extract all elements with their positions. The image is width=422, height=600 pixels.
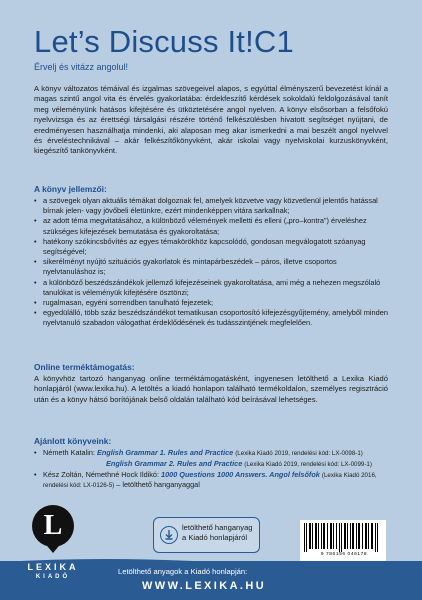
book-author: Németh Katalin: bbox=[43, 448, 95, 457]
list-item bbox=[34, 448, 394, 459]
footer-url-link[interactable]: WWW.LEXIKA.HU bbox=[142, 580, 267, 592]
list-item bbox=[34, 470, 394, 492]
book-title bbox=[34, 24, 294, 60]
barcode-number: 9 786156 046178 bbox=[320, 552, 368, 557]
features-list bbox=[34, 196, 388, 329]
recommended-list bbox=[34, 448, 394, 491]
list-item: • rugalmasan, egyéni sorrendben tanulható fejezetek; bbox=[34, 298, 388, 308]
title-main: Let’s Discuss It! bbox=[34, 24, 254, 59]
download-badge-line2: a Kiadó honlapjáról bbox=[182, 533, 248, 542]
list-item: • a szövegek olyan aktuális témákat dolgoznak fel, amelyek közvetve vagy közvetlenül jelentős hatással bírnak jelen- vagy jövőbeli életünkre, ezért mindenképpen vitára sarkallnak; bbox=[34, 196, 388, 216]
online-heading: Online terméktámogatás: bbox=[34, 362, 135, 372]
book-title-link: English Grammar 2. Rules and Practice bbox=[106, 458, 243, 468]
online-paragraph: A könyvhöz tartozó hanganyag online terméktámogatásként, ingyenesen letölthető a Lexika Kiadó honlapjáról (www.lexika.hu). A letöltés a kiadó honlapon található termékoldalon, személyes regisztráció után és a könyv hátsó borítójának belső oldalán található kód beírásával lehetséges. bbox=[34, 374, 388, 404]
title-level: C1 bbox=[253, 24, 294, 59]
download-icon bbox=[160, 526, 178, 544]
list-item: • a különböző beszédszándékok jellemző kifejezéseinek gyakoroltatása, ami még a nehezen megszólaló tanulókat is véleményük kifejtésére ösztönzi; bbox=[34, 278, 388, 298]
recommended-heading: Ajánlott könyveink: bbox=[34, 436, 112, 446]
features-heading: A könyv jellemzői: bbox=[34, 184, 107, 194]
barcode-bars bbox=[300, 520, 386, 552]
logo-sub: KIADÓ bbox=[35, 574, 71, 580]
logo-name: LEXIKA bbox=[27, 562, 79, 572]
logo-letter: L bbox=[43, 510, 63, 541]
list-item: • hatékony szókincsbővítés az egyes témakörökhöz kapcsolódó, gondosan megválogatott szóanyag segítségével; bbox=[34, 237, 388, 257]
book-title-link: 1000 Questions 1000 Answers. Angol felsőfok bbox=[161, 469, 320, 479]
intro-paragraph: A könyv változatos témáival és izgalmas szövegeivel alapos, s egyúttal élményszerű bevezetést kínál a magas szintű angol vita és érvelés gyakorlatába: érdekfeszítő kérdések sokoldalú feldolgozásával tanít meg véleményünk hatásos kifejtésére és ütköztetésére angol nyelven. A könyv elsősorban a felsőfokú nyelvvizsga és az érettségi társalgási részére történő felkészülésben hivatott segítséget nyújtani, de eredményesen használhatja mindenki, aki alaposan meg akar ismerkedni a mai beszélt angol nyelvvel és érveléstechnikával – akár felkészítőkönyvként, akár iskolai vagy nyelviskolai kurzuskönyvként, kiegészítő tankönyvként. bbox=[34, 84, 388, 156]
list-item: • egyedülálló, több száz beszédszándékot tematikusan csoportosító kifejezésgyűjtemény, amelyből minden nyelvtanuló szabadon válogathat érdeklődésének és tudásszintjének megfelelően. bbox=[34, 308, 388, 328]
book-suffix: – letölthető hanganyaggal bbox=[116, 480, 200, 490]
download-badge-line1: letölthető hanganyag bbox=[182, 523, 253, 532]
book-subtitle: Érvelj és vitázz angolul! bbox=[34, 62, 129, 72]
book-meta: (Lexika Kiadó 2016, rendelési kód: LX-0126-5) bbox=[43, 471, 377, 490]
book-title-link: English Grammar 1. Rules and Practice bbox=[96, 448, 234, 457]
download-badge bbox=[153, 517, 260, 553]
list-item: • az adott téma megvitatásához, a különböző vélemények melletti és elleni („pro–kontra”) érveléshez szükséges kifejezések bemutatása és gyakoroltatása; bbox=[34, 216, 388, 236]
book-author: Kész Zoltán, Némethné Hock Ildikó: bbox=[43, 469, 159, 479]
footer-note: Letölthető anyagok a Kiadó honlapján: bbox=[118, 567, 248, 576]
book-meta: (Lexika Kiadó 2019, rendelési kód: LX-0098-1) bbox=[235, 450, 363, 457]
list-item: • sikerélményt nyújtó szituációs gyakorlatok és mintapárbeszédek – páros, illetve csoportos nyelvtanuláshoz is; bbox=[34, 257, 388, 277]
list-item bbox=[34, 459, 394, 470]
download-badge-text bbox=[182, 523, 253, 543]
book-meta: (Lexika Kiadó 2019, rendelési kód: LX-0099-1) bbox=[244, 460, 372, 468]
